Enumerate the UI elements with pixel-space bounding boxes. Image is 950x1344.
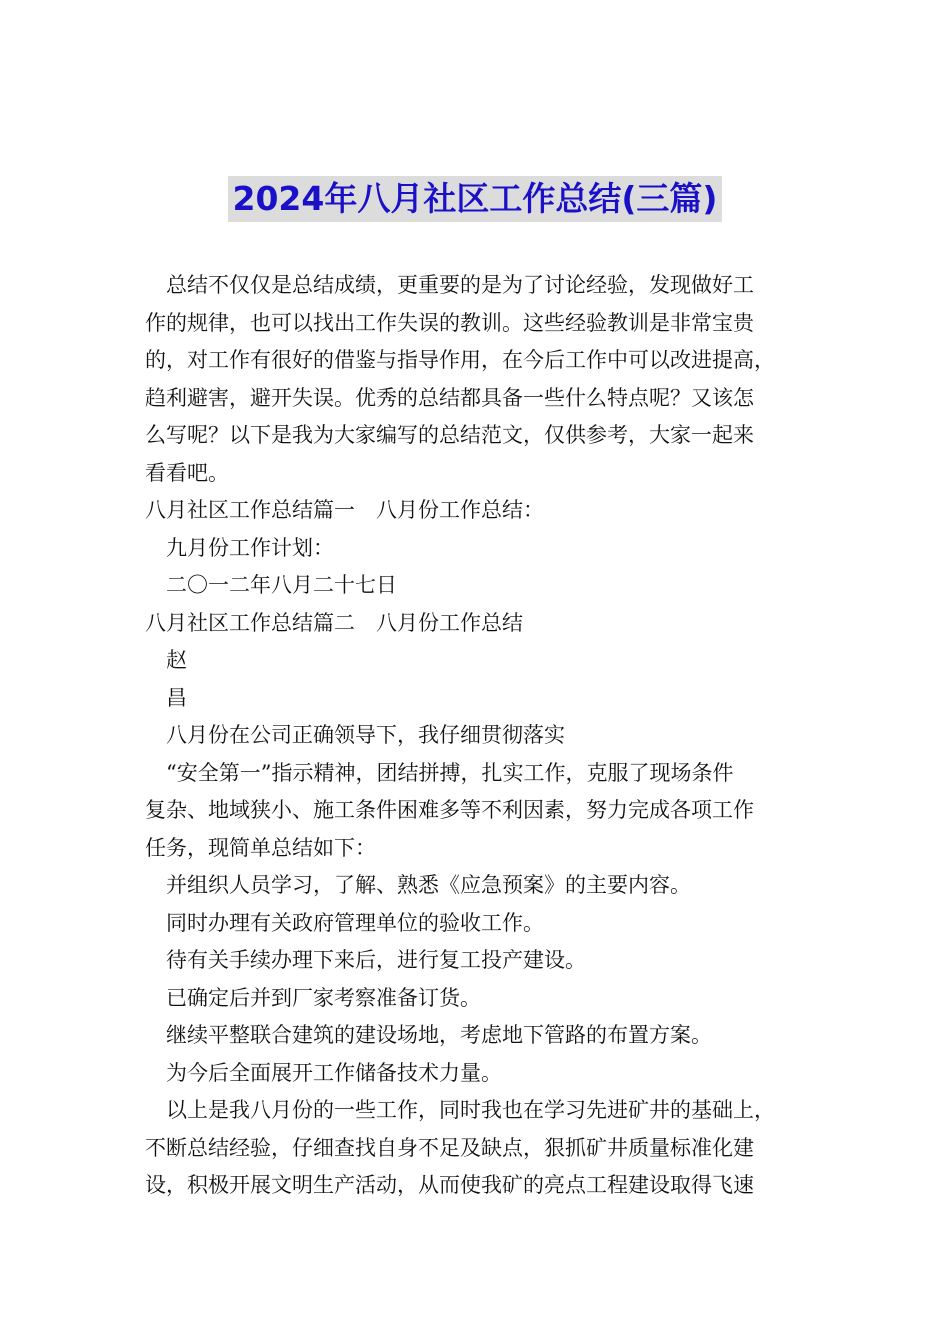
paragraph-line: 二〇一二年八月二十七日 bbox=[166, 573, 397, 597]
paragraph-line: 任务，现简单总结如下： bbox=[145, 835, 376, 860]
document-body bbox=[145, 267, 827, 1205]
section-heading: 八月社区工作总结篇一 八月份工作总结： bbox=[145, 498, 544, 522]
paragraph-line: 为今后全面展开工作储备技术力量。 bbox=[166, 1060, 502, 1085]
paragraph-line: 继续平整联合建筑的建设场地，考虑地下管路的布置方案。 bbox=[166, 1023, 712, 1047]
paragraph-line: 复杂、地域狭小、施工条件困难多等不利因素，努力完成各项工作 bbox=[145, 798, 754, 822]
paragraph-line: 趋利避害，避开失误。优秀的总结都具备一些什么特点呢？又该怎 bbox=[145, 385, 754, 410]
paragraph-line: 么写呢？以下是我为大家编写的总结范文，仅供参考，大家一起来 bbox=[145, 423, 754, 447]
paragraph-line: 待有关手续办理下来后，进行复工投产建设。 bbox=[166, 948, 586, 972]
paragraph-line: 已确定后并到厂家考察准备订货。 bbox=[166, 985, 481, 1010]
paragraph-line: 同时办理有关政府管理单位的验收工作。 bbox=[166, 910, 544, 935]
title-wrapper bbox=[0, 176, 950, 222]
paragraph-line: 八月份在公司正确领导下，我仔细贯彻落实 bbox=[166, 723, 565, 747]
paragraph-line: 九月份工作计划： bbox=[166, 535, 334, 560]
paragraph-line: 不断总结经验，仔细查找自身不足及缺点，狠抓矿井质量标准化建 bbox=[145, 1135, 754, 1160]
paragraph-line: 赵 bbox=[166, 648, 187, 672]
paragraph-line: 并组织人员学习，了解、熟悉《应急预案》的主要内容。 bbox=[166, 873, 691, 897]
paragraph-line: “安全第一”指示精神，团结拼搏，扎实工作，克服了现场条件 bbox=[166, 760, 734, 785]
document-title: 2024年八月社区工作总结(三篇) bbox=[228, 176, 721, 222]
paragraph-line: 总结不仅仅是总结成绩，更重要的是为了讨论经验，发现做好工 bbox=[166, 273, 754, 297]
paragraph-line: 昌 bbox=[166, 685, 187, 710]
paragraph-line: 作的规律，也可以找出工作失误的教训。这些经验教训是非常宝贵 bbox=[145, 310, 754, 335]
section-heading: 八月社区工作总结篇二 八月份工作总结 bbox=[145, 610, 523, 635]
paragraph-line: 看看吧。 bbox=[145, 460, 229, 485]
paragraph-line: 设，积极开展文明生产活动，从而使我矿的亮点工程建设取得飞速 bbox=[145, 1173, 754, 1197]
paragraph-line: 的，对工作有很好的借鉴与指导作用，在今后工作中可以改进提高， bbox=[145, 348, 775, 372]
paragraph-line: 以上是我八月份的一些工作，同时我也在学习先进矿井的基础上， bbox=[166, 1098, 775, 1122]
